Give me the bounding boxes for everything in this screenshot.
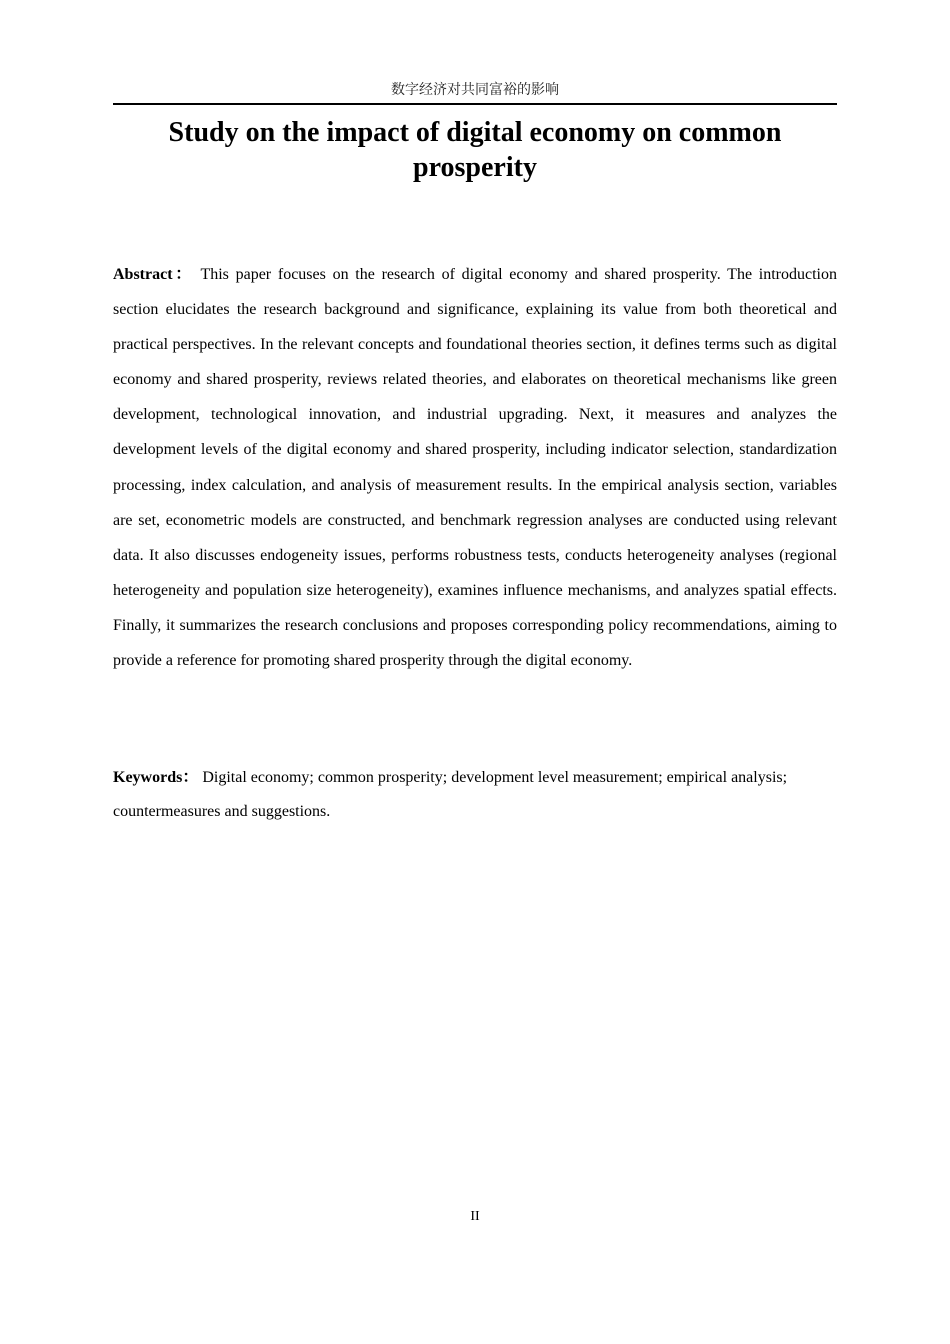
running-header: 数字经济对共同富裕的影响 (391, 82, 559, 98)
abstract-paragraph (113, 257, 837, 678)
paper-title: Study on the impact of digital economy on common prosperity (168, 117, 782, 183)
page-number: II (470, 1209, 480, 1224)
keywords-text: Digital economy; common prosperity; development level measurement; empirical analysis; countermeasures and suggestions. (113, 769, 788, 820)
abstract-label: Abstract： (113, 266, 194, 283)
header-rule (113, 103, 837, 105)
abstract-text: This paper focuses on the research of digital economy and shared prosperity. The introduction section elucidates the research background and significance, explaining its value from both theoretical and practical perspectives. In the relevant concepts and foundational theories section, it defines terms such as digital economy and shared prosperity, reviews related theories, and elaborates on theoretical mechanisms like green development, technological innovation, and industrial upgrading. Next, it measures and analyzes the development levels of the digital economy and shared prosperity, including indicator selection, standardization processing, index calculation, and analysis of measurement results. In the empirical analysis section, variables are set, econometric models are constructed, and benchmark regression analyses are conducted using relevant data. It also discusses endogeneity issues, performs robustness tests, conducts heterogeneity analyses (regional heterogeneity and population size heterogeneity), examines influence mechanisms, and analyzes spatial effects. Finally, it summarizes the research conclusions and proposes corresponding policy recommendations, aiming to provide a reference for promoting shared prosperity through the digital economy. (113, 266, 837, 670)
keywords-label: Keywords： (113, 769, 199, 786)
keywords-paragraph (113, 761, 837, 829)
